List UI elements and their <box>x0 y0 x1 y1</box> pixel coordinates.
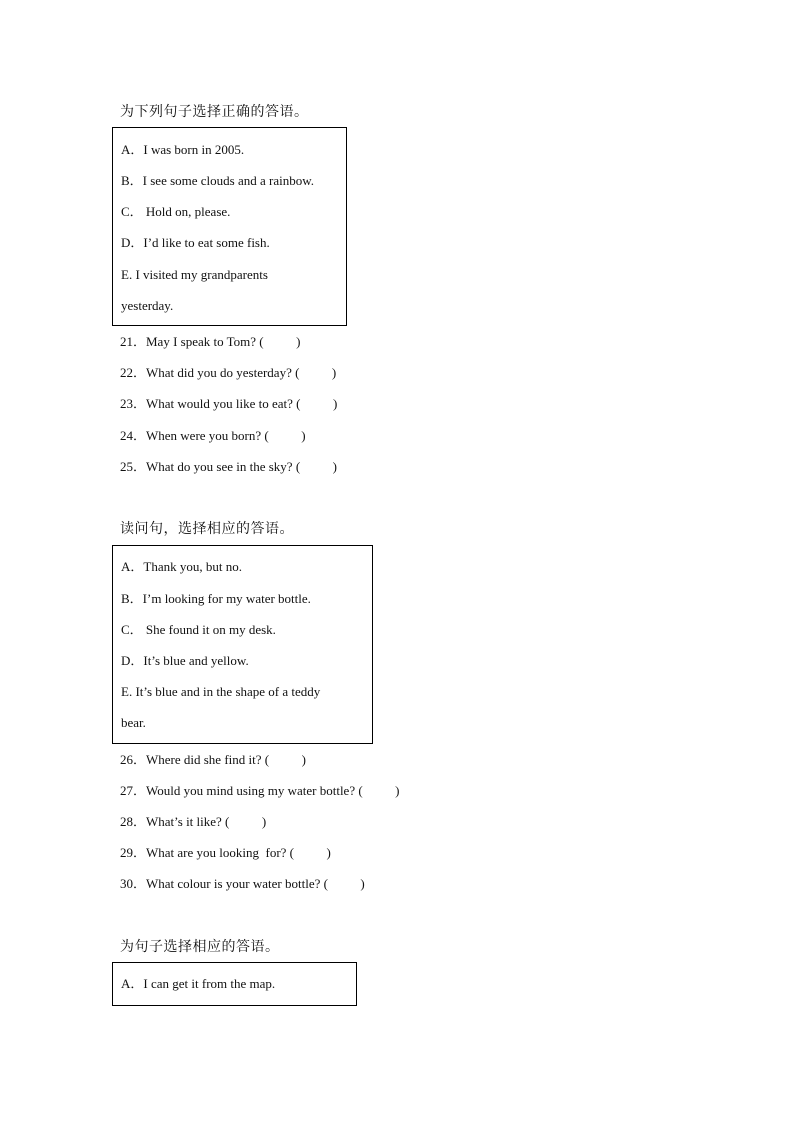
question-22: 22．What did you do yesterday? ( ) <box>120 365 337 380</box>
option-e-continued: yesterday. <box>121 298 174 313</box>
question-21: 21．May I speak to Tom? ( ) <box>120 334 301 349</box>
option-a: A．I was born in 2005. <box>121 142 245 157</box>
question-23: 23．What would you like to eat? ( ) <box>120 396 338 411</box>
option-e: E. I visited my grandparents <box>121 267 268 282</box>
option-c: C． She found it on my desk. <box>121 622 276 637</box>
question-28: 28．What’s it like? ( ) <box>120 814 267 829</box>
question-24: 24．When were you born? ( ) <box>120 428 306 443</box>
option-a: A．I can get it from the map. <box>121 976 276 991</box>
section-3-options-box <box>112 962 357 1006</box>
option-b: B．I see some clouds and a rainbow. <box>121 173 315 188</box>
section-2-heading: 读问句，选择相应的答语。 <box>120 521 294 537</box>
question-27: 27．Would you mind using my water bottle? ( ) <box>120 783 400 798</box>
option-e-continued: bear. <box>121 715 146 730</box>
section-3-heading: 为句子选择相应的答语。 <box>120 939 280 955</box>
section-1-options-box <box>112 127 347 326</box>
option-a: A．Thank you, but no. <box>121 559 242 574</box>
question-26: 26．Where did she find it? ( ) <box>120 752 306 767</box>
section-2-options-box <box>112 545 373 744</box>
option-b: B．I’m looking for my water bottle. <box>121 591 311 606</box>
option-e: E. It’s blue and in the shape of a teddy <box>121 684 321 699</box>
section-1-heading: 为下列句子选择正确的答语。 <box>120 104 309 120</box>
question-29: 29．What are you looking for? ( ) <box>120 845 331 860</box>
option-c: C． Hold on, please. <box>121 204 231 219</box>
question-25: 25．What do you see in the sky? ( ) <box>120 459 337 474</box>
question-30: 30．What colour is your water bottle? ( ) <box>120 876 365 891</box>
option-d: D．It’s blue and yellow. <box>121 653 249 668</box>
option-d: D．I’d like to eat some fish. <box>121 235 270 250</box>
